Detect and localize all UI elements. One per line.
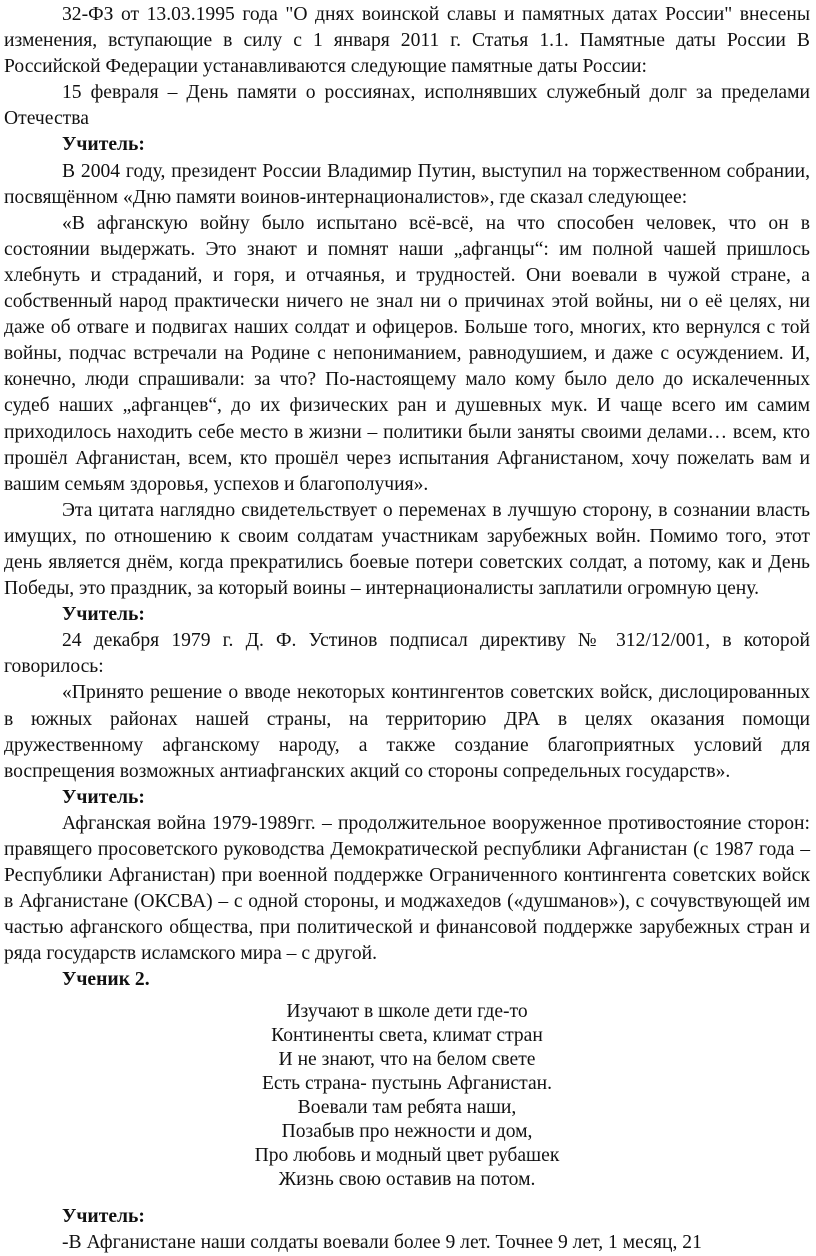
directive-intro: 24 декабря 1979 г. Д. Ф. Устинов подписал директиву № 312/12/001, в которой говорилось: — [4, 630, 810, 678]
afghan-war-paragraph: Афганская война 1979-1989гг. – продолжительное вооруженное противостояние сторон: правящего просоветского руководства Демократической республики Афганистан (с 1987 года – Республики Афганистан) при военной поддержке Ограниченного контингента советских войск в Афганистане (ОКСВА) – с одной стороны, и моджахедов («душманов»), с сочувствующей им частью афганского общества, при политической и финансовой поддержке зарубежных стран и ряда государств исламского мира – с другой. — [4, 812, 810, 965]
poem-line: Изучают в школе дети где-то — [286, 1000, 528, 1022]
memorial-date-paragraph: 15 февраля – День памяти о россиянах, исполнявших служебный долг за пределами Отечества — [4, 82, 810, 130]
poem-line: Позабыв про нежности и дом, — [281, 1120, 533, 1142]
teacher-label: Учитель: — [62, 786, 145, 808]
poem-line: Континенты света, климат стран — [271, 1024, 543, 1046]
quote-commentary: Эта цитата наглядно свидетельствует о переменах в лучшую сторону, в сознании власть имущих, по отношению к своим солдатам участникам зарубежных войн. Помимо того, этот день является днём, когда прекратились боевые потери советских солдат, а потому, как и День Победы, это праздник, за который воины – интернационалисты заплатили огромную цену. — [4, 499, 810, 600]
poem-line: Про любовь и модный цвет рубашек — [254, 1144, 560, 1166]
teacher-label: Учитель: — [62, 134, 145, 156]
spacer — [4, 1196, 810, 1204]
student-label: Ученик 2. — [62, 969, 150, 991]
document-page — [4, 2, 810, 1256]
poem-line: Жизнь свою оставив на потом. — [278, 1168, 536, 1190]
poem — [4, 1000, 810, 1192]
war-duration-paragraph: -В Афганистане наши солдаты воевали более 9 лет. Точнее 9 лет, 1 месяц, 21 — [62, 1231, 702, 1253]
putin-speech-intro: В 2004 году, президент России Владимир Путин, выступил на торжественном собрании, посвящённом «Дню памяти воинов-интернационалистов», где сказал следующее: — [4, 160, 810, 208]
putin-quote: «В афганскую войну было испытано всё-всё, на что способен человек, что он в состоянии выдержать. Это знают и помнят наши „афганцы“: им полной чашей пришлось хлебнуть и страданий, и горя, и отчаянья, и трудностей. Они воевали в чужой стране, а собственный народ практически ничего не знал ни о причинах этой войны, ни о её целях, ни даже об отваге и подвигах наших солдат и офицеров. Больше того, многих, кто вернулся с той войны, подчас встречали на Родине с непониманием, равнодушием, и даже с осуждением. И, конечно, люди спрашивали: за что? По-настоящему мало кому было дело до искалеченных судеб наших „афганцев“, до их физических ран и душевных мук. И чаще всего им самим приходилось находить себе место в жизни – политики были заняты своими делами… всем, кто прошёл Афганистан, всем, кто прошёл через испытания Афганистаном, хочу пожелать вам и вашим семьям здоровья, успехов и благополучия». — [4, 212, 810, 495]
poem-line: Есть страна- пустынь Афганистан. — [261, 1072, 553, 1094]
poem-line: Воевали там ребята наши, — [297, 1096, 517, 1118]
directive-quote: «Принято решение о вводе некоторых контингентов советских войск, дислоцированных в южных районах нашей страны, на территорию ДРА в целях оказания помощи дружественному афганскому народу, а также создание благоприятных условий для воспрещения возможных антиафганских акций со стороны сопредельных государств». — [4, 682, 810, 782]
teacher-label: Учитель: — [62, 604, 145, 626]
poem-line: И не знают, что на белом свете — [278, 1048, 536, 1070]
law-paragraph: 32-ФЗ от 13.03.1995 года "О днях воинской славы и памятных датах России" внесены изменения, вступающие в силу с 1 января 2011 г. Статья 1.1. Памятные даты России В Российской Федерации устанавливаются следующие памятные даты России: — [4, 4, 810, 78]
teacher-label: Учитель: — [62, 1205, 145, 1227]
